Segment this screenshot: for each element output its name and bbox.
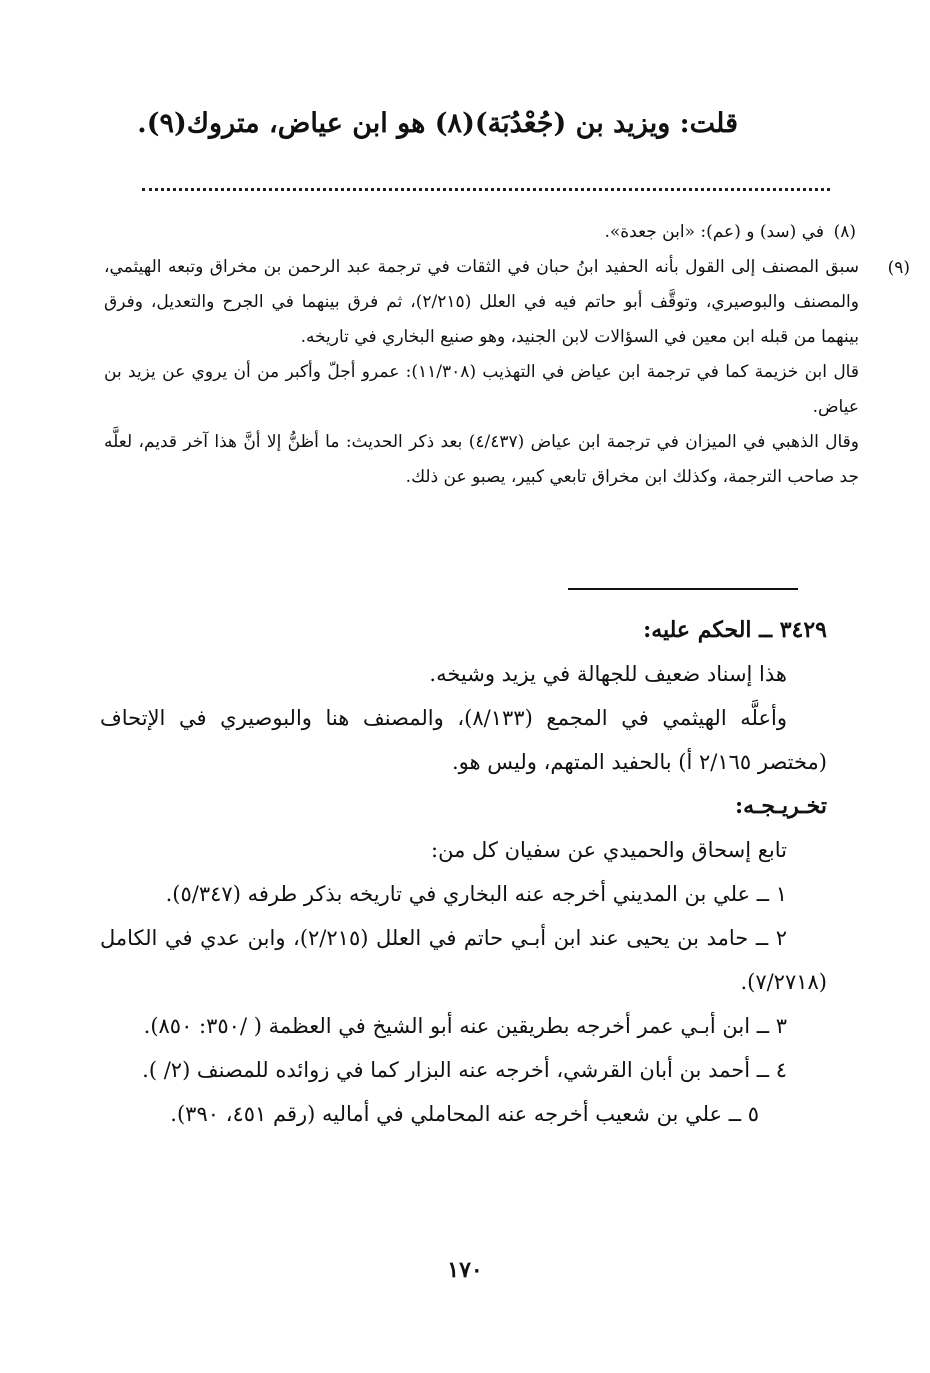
takhrij-item: ٥ ــ علي بن شعيب أخرجه عنه المحاملي في أماليه (رقم ٤٥١، ٣٩٠). [170, 1102, 759, 1126]
footnote-8 [104, 214, 856, 250]
footnote-number: (٩) [887, 258, 910, 278]
statement-lead: قلت: [679, 108, 738, 139]
takhrij-heading: تخـريـجـه: [734, 793, 827, 819]
page-number: ١٧٠ [447, 1257, 483, 1283]
footnote-paragraph: في (سد) و (عم): «ابن جعدة». [604, 222, 824, 242]
takhrij-item: ٤ ــ أحمد بن أبان القرشي، أخرجه عنه البزار كما في زوائده للمصنف (٢/ ). [142, 1058, 787, 1082]
illness-text: وأعلَّه الهيثمي في المجمع (٨/١٣٣)، والمصنف هنا والبوصيري في الإتحاف (مختصر ٢/١٦٥ أ) بالحفيد المتهم، وليس هو. [100, 706, 827, 774]
statement [137, 108, 738, 139]
footnote-paragraph: وقال الذهبي في الميزان في ترجمة ابن عياض (٤/٤٣٧) بعد ذكر الحديث: ما أظنُّ إلا أنَّ هذا آخر قديم، لعلَّه جد صاحب الترجمة، وكذلك ابن مخراق تابعي كبير، يصبو عن ذلك. [104, 432, 860, 487]
takhrij-item: ٢ ــ حامد بن يحيى عند ابن أبـي حاتم في العلل (٢/٢١٥)، وابن عدي في الكامل (٧/٢٧١٨). [100, 926, 827, 994]
ruling-section [100, 608, 827, 1136]
footnote-paragraph: قال ابن خزيمة كما في ترجمة ابن عياض في التهذيب (١١/٣٠٨): عمرو أجلّ وأكبر من أن يروي عن يزيد بن عياض. [104, 362, 859, 417]
takhrij-item: ١ ــ علي بن المديني أخرجه عنه البخاري في تاريخه بذكر طرفه (٥/٣٤٧). [165, 882, 787, 906]
footnote-9 [104, 250, 910, 495]
dotted-separator [142, 188, 830, 199]
takhrij-intro: تابع إسحاق والحميدي عن سفيان كل من: [431, 838, 787, 862]
footnote-paragraph: سبق المصنف إلى القول بأنه الحفيد ابنُ حبان في الثقات في ترجمة عبد الرحمن بن مخراق وتبعه الهيثمي، والمصنف والبوصيري، وتوقَّف أبو حاتم فيه في العلل (٢/٢١٥)، ثم فرق بينهما في الجرح والتعديل، وفرق بينهما من قبله ابن معين في السؤالات لابن الجنيد، وهو صنيع البخاري في تاريخه. [104, 257, 859, 347]
takhrij-item: ٣ ــ ابن أبـي عمر أخرجه بطريقين عنه أبو الشيخ في العظمة ( /٣٥٠: ٨٥٠). [143, 1014, 787, 1038]
section-heading: ٣٤٢٩ ــ الحكم عليه: [643, 617, 827, 643]
footnote-number: (٨) [833, 222, 856, 242]
ruling-text: هذا إسناد ضعيف للجهالة في يزيد وشيخه. [429, 662, 787, 686]
statement-text: ويزيد بن (جُعْدُبَة)(٨) هو ابن عياض، متروك(٩). [137, 108, 680, 139]
footnote-rule [568, 588, 798, 590]
